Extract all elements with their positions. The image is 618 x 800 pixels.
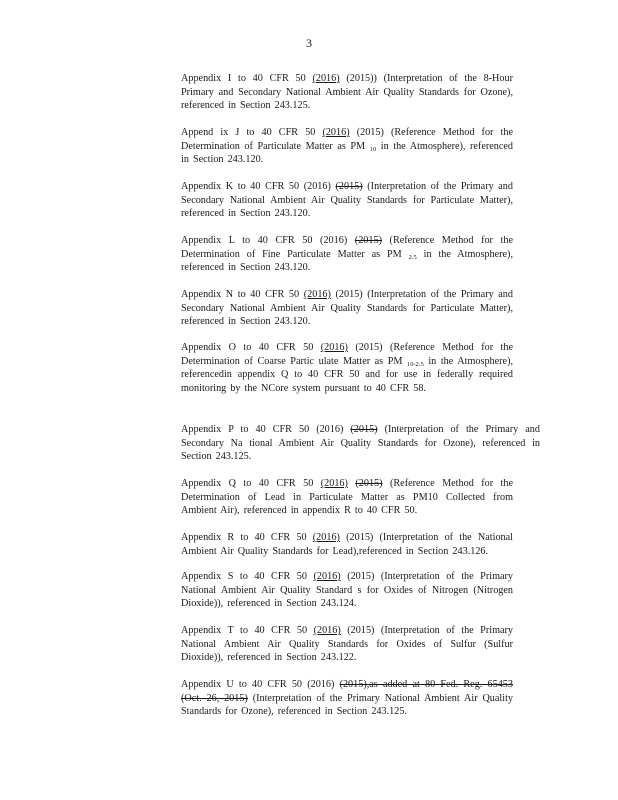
appendix-s-paragraph xyxy=(181,570,513,611)
paragraph-text: Appendix S to 40 CFR 50 xyxy=(181,571,314,582)
deleted-text: (2015) xyxy=(355,478,383,489)
appendix-q-paragraph xyxy=(181,477,513,518)
paragraph-text: in the Atmosphere), referencedin appendix Q to 40 CFR 50 and for use in federally required monitoring by the NCore system pursuant to 40 CFR 58. xyxy=(181,355,514,394)
paragraph-text: (2015) (Interpretation of the Primary National Ambient Air Quality Standard s for Oxides of Nitrogen (Nitrogen Dioxide)), referenced in Section 243.124. xyxy=(181,571,513,610)
paragraph-text: (2015) (Reference Method for the Determination of Coarse Partic ulate Matter as PM xyxy=(181,342,513,367)
deleted-text: (2015) xyxy=(354,235,382,246)
page-number: 3 xyxy=(306,36,312,50)
paragraph-text: (Interpretation of the Primary and Secondary Na tional Ambient Air Quality Standards for Ozone), referenced in Section 243.125. xyxy=(181,424,540,463)
appendix-r-paragraph xyxy=(181,531,513,558)
paragraph-text: (Reference Method for the Determination of Lead in Particulate Matter as PM10 Collected from Ambient Air), referenced in appendix R to 40 CFR 50. xyxy=(181,478,514,517)
appendix-o-paragraph xyxy=(181,341,513,395)
paragraph-text: Appendix K to 40 CFR 50 (2016) xyxy=(181,181,336,192)
appendix-n-paragraph xyxy=(181,288,513,329)
paragraph-text: (2015) (Interpretation of the Primary and Secondary National Ambient Air Quality Standards for Particulate Matter), referenced in Section 243.120. xyxy=(181,289,513,328)
paragraph-text: Appendix T to 40 CFR 50 xyxy=(181,625,314,636)
appendix-l-paragraph xyxy=(181,234,513,275)
paragraph-text: (2015) (Interpretation of the Primary National Ambient Air Quality Standards for Oxides of Sulfur (Sulfur Dioxide)), referenced in Section 243.122. xyxy=(181,625,514,664)
subscript-text: 2.5 xyxy=(408,253,417,261)
paragraph-text: Appendix Q to 40 CFR 50 xyxy=(181,478,321,489)
paragraph-text: Appendix I to 40 CFR 50 xyxy=(181,73,313,84)
paragraph-text: Append ix J to 40 CFR 50 xyxy=(181,127,323,138)
paragraph-text: (2015) (Interpretation of the National Ambient Air Quality Standards for Lead),referenced in Section 243.126. xyxy=(181,532,513,557)
appendix-t-paragraph xyxy=(181,624,513,665)
paragraph-text: (2015) (Reference Method for the Determination of Particulate Matter as PM xyxy=(181,127,513,152)
paragraph-text: (Interpretation of the Primary National Ambient Air Quality Standards for Ozone), referenced in Section 243.125. xyxy=(181,692,513,718)
deleted-text: (2015) xyxy=(350,424,378,435)
inserted-text: (2016) xyxy=(320,342,348,353)
paragraph-text: Appendix N to 40 CFR 50 xyxy=(181,289,304,300)
appendix-k-paragraph xyxy=(181,180,513,221)
inserted-text: (2016) xyxy=(313,571,341,582)
paragraph-text: in the Atmosphere), referenced in Section 243.120. xyxy=(181,140,513,166)
inserted-text: (2016) xyxy=(312,73,340,84)
paragraph-text: Appendix L to 40 CFR 50 (2016) xyxy=(181,235,355,246)
paragraph-text: (2015)) (Interpretation of the 8-Hour Primary and Secondary National Ambient Air Quality Standards for Ozone), referenced in Section 243.125. xyxy=(181,73,513,112)
paragraph-text: in the Atmosphere), referenced in Section 243.120. xyxy=(181,248,513,274)
inserted-text: (2016) xyxy=(303,289,331,300)
paragraph-text: Appendix U to 40 CFR 50 (2016) xyxy=(181,679,340,690)
deleted-text: (2015),as added at 80 Fed. Reg. 65453 (Oct. 26, 2015) xyxy=(181,679,513,704)
subscript-text: 10 xyxy=(369,145,377,153)
appendix-p-paragraph xyxy=(181,423,540,464)
appendix-j-paragraph xyxy=(181,126,513,167)
inserted-text: (2016) xyxy=(313,625,341,636)
paragraph-text: Appendix O to 40 CFR 50 xyxy=(181,342,321,353)
deleted-text: (2015) xyxy=(335,181,363,192)
inserted-text: (2016) xyxy=(312,532,340,543)
appendix-i-paragraph xyxy=(181,72,513,113)
appendix-u-paragraph xyxy=(181,678,513,719)
paragraph-text: Appendix R to 40 CFR 50 xyxy=(181,532,313,543)
subscript-text: 10-2.5 xyxy=(407,360,424,368)
inserted-text: (2016) xyxy=(322,127,350,138)
paragraph-text: Appendix P to 40 CFR 50 (2016) xyxy=(181,424,351,435)
paragraph-text: (Reference Method for the Determination of Fine Particulate Matter as PM xyxy=(181,235,513,260)
paragraph-text: (Interpretation of the Primary and Secondary National Ambient Air Quality Standards for Particulate Matter), referenced in Section 243.120. xyxy=(181,181,513,220)
inserted-text: (2016) xyxy=(320,478,348,489)
